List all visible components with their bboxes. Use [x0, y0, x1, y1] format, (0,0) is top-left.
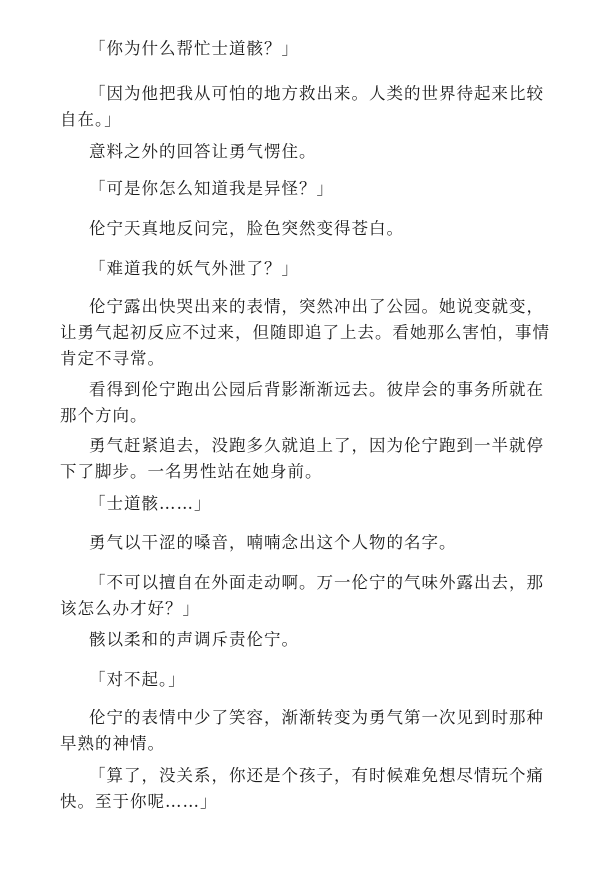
paragraph-13: 骸以柔和的声调斥责伦宁。	[89, 630, 299, 649]
paragraph-5: 伦宁天真地反问完，脸色突然变得苍白。	[89, 219, 404, 238]
paragraph-7: 伦宁露出快哭出来的表情，突然冲出了公园。她说变就变，让勇气起初反应不过来，但随即追了上去。看她那么害怕，事情肯定不寻常。	[60, 297, 550, 368]
paragraph-3: 意料之外的回答让勇气愣住。	[89, 142, 317, 161]
paragraph-11: 勇气以干涩的嗓音，喃喃念出这个人物的名字。	[89, 533, 457, 552]
paragraph-16: 「算了，没关系，你还是个孩子，有时候难免想尽情玩个痛快。至于你呢……」	[60, 766, 544, 811]
paragraph-8: 看得到伦宁跑出公园后背影渐渐远去。彼岸会的事务所就在那个方向。	[60, 380, 544, 425]
paragraph-12: 「不可以擅自在外面走动啊。万一伦宁的气味外露出去，那该怎么办才好？」	[60, 573, 544, 618]
paragraph-6: 「难道我的妖气外泄了？」	[89, 259, 299, 278]
paragraph-1: 「你为什么帮忙士道骸？」	[89, 39, 299, 58]
paragraph-4: 「可是你怎么知道我是异怪？」	[89, 179, 334, 198]
paragraph-9: 勇气赶紧追去，没跑多久就追上了，因为伦宁跑到一半就停下了脚步。一名男性站在她身前。	[60, 436, 544, 481]
paragraph-15: 伦宁的表情中少了笑容，渐渐转变为勇气第一次见到时那种早熟的神情。	[60, 708, 544, 753]
paragraph-14: 「对不起。」	[89, 670, 186, 689]
paragraph-2: 「因为他把我从可怕的地方救出来。人类的世界待起来比较自在。」	[60, 84, 544, 129]
paragraph-10: 「士道骸……」	[89, 494, 212, 513]
